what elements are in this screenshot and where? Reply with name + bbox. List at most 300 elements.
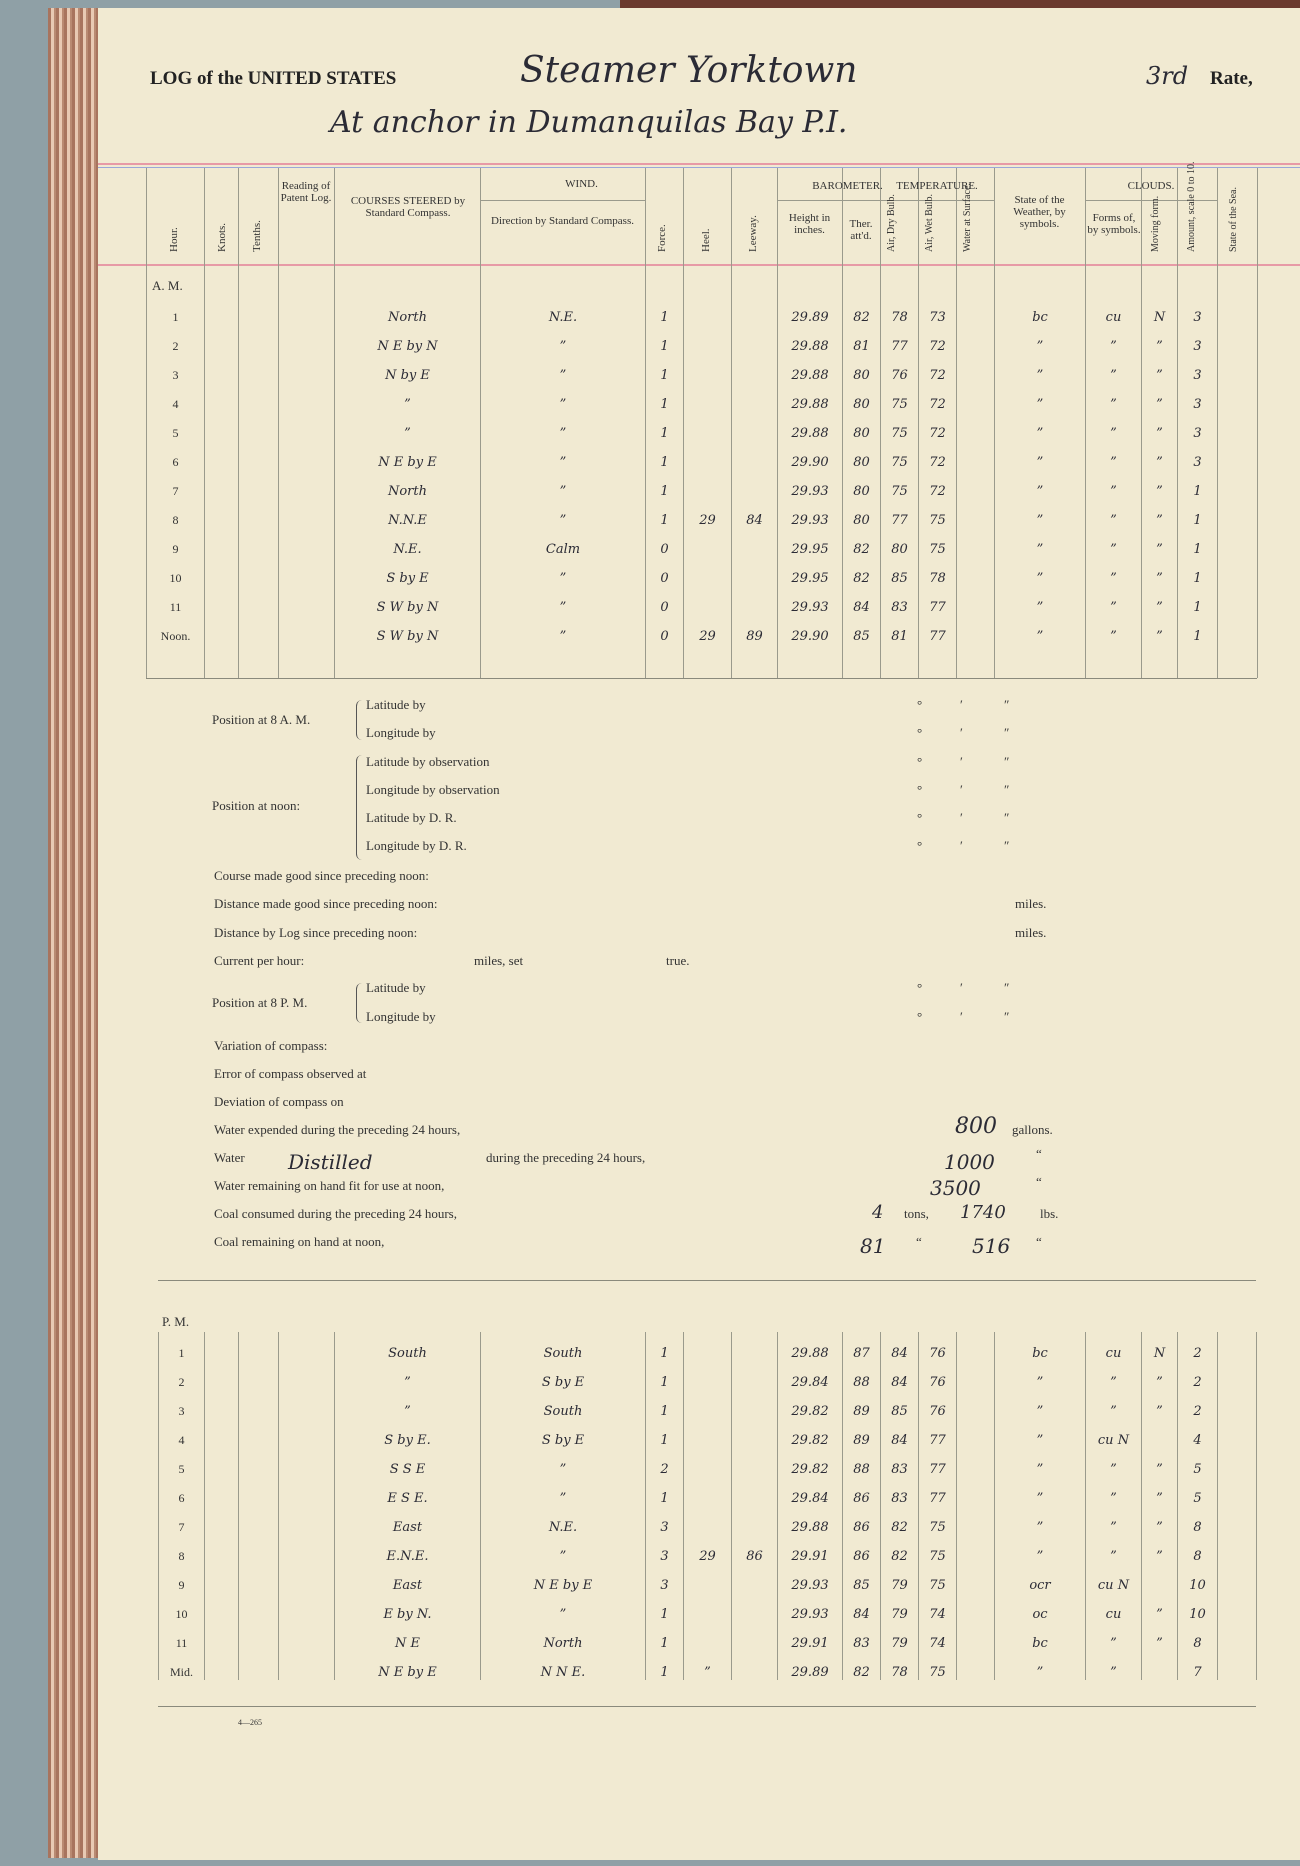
cell-forms: cu [1086,1332,1142,1361]
cell-ther: 80 [843,354,881,383]
cell-moving: ” [1142,354,1178,383]
cell-wind: ” [481,383,646,412]
cell-force: 1 [646,1332,684,1361]
cell-course: ” [335,1390,481,1419]
cell-amount: 3 [1178,296,1218,325]
empty-cell [957,1506,995,1535]
cell-amount: 5 [1178,1477,1218,1506]
empty-cell [279,1448,335,1477]
cell-heel [684,1361,732,1390]
cell-course: N by E [335,354,481,383]
empty-cell [279,325,335,354]
cell-hour: 7 [159,1506,205,1535]
cell-hour: 2 [147,325,205,354]
empty-cell [205,1622,239,1651]
cell-leeway [732,470,778,499]
empty-cell [279,1593,335,1622]
cell-ther: 89 [843,1419,881,1448]
cell-amount: 1 [1178,499,1218,528]
cell-hour: 8 [159,1535,205,1564]
cell-baro: 29.88 [778,325,843,354]
table-row [159,1593,1257,1622]
cell-weather: ” [995,586,1086,615]
cell-moving: ” [1142,1535,1178,1564]
empty-cell [1218,499,1258,528]
cell-ther: 80 [843,383,881,412]
empty-cell [279,586,335,615]
cell-wet: 78 [919,557,957,586]
cell-forms: ” [1086,615,1142,644]
cell-hour: 4 [159,1419,205,1448]
empty-cell [279,383,335,412]
pm-bottom-rule [158,1706,1256,1707]
cell-wet: 76 [919,1390,957,1419]
cell-heel [684,528,732,557]
empty-cell [239,1361,279,1390]
cell-moving: ” [1142,470,1178,499]
cell-heel: 29 [684,1535,732,1564]
cell-course: E by N. [335,1593,481,1622]
cell-leeway: 86 [732,1535,778,1564]
cell-force: 3 [646,1535,684,1564]
cell-baro: 29.88 [778,383,843,412]
cell-course: N E by E [335,441,481,470]
cell-moving: ” [1142,1390,1178,1419]
cell-moving [1142,1564,1178,1593]
cell-amount: 3 [1178,325,1218,354]
cell-ther: 84 [843,1593,881,1622]
cell-leeway [732,1332,778,1361]
cell-wind: S by E [481,1419,646,1448]
empty-cell [279,615,335,644]
empty-cell [279,354,335,383]
cell-weather: ” [995,1361,1086,1390]
empty-cell [1218,354,1258,383]
cell-moving: N [1142,1332,1178,1361]
cell-heel [684,1622,732,1651]
cell-dry: 75 [881,441,919,470]
cell-heel [684,470,732,499]
cell-forms: ” [1086,1361,1142,1390]
empty-cell [239,1593,279,1622]
cell-wet: 76 [919,1361,957,1390]
cell-amount: 10 [1178,1564,1218,1593]
cell-wet: 75 [919,1535,957,1564]
cell-force: 1 [646,1390,684,1419]
table-row [147,586,1258,615]
empty-cell [957,1622,995,1651]
cell-weather: ” [995,1448,1086,1477]
cell-forms: ” [1086,1448,1142,1477]
empty-cell [279,1477,335,1506]
cell-moving [1142,1651,1178,1680]
empty-cell [1218,1390,1257,1419]
empty-cell [1218,1419,1257,1448]
cell-leeway [732,1622,778,1651]
cell-course: North [335,470,481,499]
cell-hour: 1 [159,1332,205,1361]
cell-wet: 77 [919,1448,957,1477]
cell-dry: 84 [881,1361,919,1390]
cell-wind: ” [481,1535,646,1564]
empty-cell [279,441,335,470]
cell-heel [684,296,732,325]
cell-course: E.N.E. [335,1535,481,1564]
empty-cell [239,586,279,615]
cell-forms: ” [1086,1506,1142,1535]
table-row [159,1419,1257,1448]
am-log-table [146,296,1258,644]
cell-ther: 80 [843,441,881,470]
cell-baro: 29.82 [778,1390,843,1419]
cell-hour: 11 [159,1622,205,1651]
location: At anchor in Dumanquilas Bay P.I. [330,105,848,140]
empty-cell [239,354,279,383]
cell-dry: 82 [881,1535,919,1564]
cell-wind: ” [481,412,646,441]
cell-weather: ” [995,1506,1086,1535]
cell-weather: ” [995,383,1086,412]
cell-course: N.N.E [335,499,481,528]
cell-baro: 29.89 [778,1651,843,1680]
cell-course: S by E [335,557,481,586]
cell-wet: 73 [919,296,957,325]
empty-cell [239,325,279,354]
cell-moving: ” [1142,383,1178,412]
cell-hour: 5 [159,1448,205,1477]
cell-amount: 3 [1178,412,1218,441]
table-row [147,557,1258,586]
cell-force: 1 [646,499,684,528]
empty-cell [205,528,239,557]
cell-wet: 72 [919,441,957,470]
cell-moving: ” [1142,499,1178,528]
cell-heel [684,1390,732,1419]
cell-moving: ” [1142,1593,1178,1622]
cell-ther: 82 [843,296,881,325]
empty-cell [957,1651,995,1680]
cell-weather: ” [995,615,1086,644]
cell-leeway [732,1651,778,1680]
empty-cell [957,354,995,383]
cell-weather: ” [995,412,1086,441]
cell-leeway [732,412,778,441]
cell-baro: 29.84 [778,1477,843,1506]
empty-cell [239,1564,279,1593]
cell-moving: ” [1142,1477,1178,1506]
empty-cell [1218,412,1258,441]
cell-weather: bc [995,1332,1086,1361]
empty-cell [279,1506,335,1535]
cell-force: 1 [646,1651,684,1680]
cell-dry: 79 [881,1564,919,1593]
cell-ther: 85 [843,615,881,644]
cell-ther: 80 [843,470,881,499]
pm-label: P. M. [162,1314,190,1329]
cell-wet: 77 [919,615,957,644]
cell-wet: 77 [919,586,957,615]
cell-moving: ” [1142,1361,1178,1390]
cell-wind: ” [481,1448,646,1477]
cell-wind: ” [481,441,646,470]
empty-cell [279,528,335,557]
empty-cell [957,1361,995,1390]
empty-cell [279,1564,335,1593]
cell-wind: ” [481,499,646,528]
cell-leeway [732,1419,778,1448]
cell-dry: 80 [881,528,919,557]
cell-wet: 75 [919,1506,957,1535]
cell-wind: N.E. [481,296,646,325]
cell-weather: bc [995,296,1086,325]
cell-baro: 29.84 [778,1361,843,1390]
cell-course: S W by N [335,586,481,615]
empty-cell [957,499,995,528]
cell-baro: 29.88 [778,1332,843,1361]
empty-cell [239,441,279,470]
cell-leeway [732,528,778,557]
cell-wind: South [481,1390,646,1419]
empty-cell [957,1564,995,1593]
cell-course: East [335,1506,481,1535]
cell-hour: 1 [147,296,205,325]
cell-dry: 75 [881,412,919,441]
empty-cell [279,1332,335,1361]
empty-cell [1218,1448,1257,1477]
cell-hour: 7 [147,470,205,499]
cell-leeway [732,1361,778,1390]
empty-cell [957,441,995,470]
red-rule-top [98,163,1300,165]
empty-cell [205,1419,239,1448]
cell-weather: bc [995,1622,1086,1651]
cell-heel [684,441,732,470]
empty-cell [1218,296,1258,325]
cell-forms: ” [1086,441,1142,470]
cell-forms: ” [1086,528,1142,557]
cell-baro: 29.90 [778,441,843,470]
cell-force: 3 [646,1564,684,1593]
cell-wind: ” [481,470,646,499]
cell-ther: 80 [843,499,881,528]
cell-amount: 2 [1178,1332,1218,1361]
cell-course: S W by N [335,615,481,644]
cell-weather: ” [995,1535,1086,1564]
cell-ther: 86 [843,1477,881,1506]
cell-leeway [732,296,778,325]
empty-cell [205,1332,239,1361]
cell-ther: 81 [843,325,881,354]
empty-cell [1218,1535,1257,1564]
cell-heel [684,557,732,586]
empty-cell [205,441,239,470]
empty-cell [1218,1593,1257,1622]
cell-heel [684,412,732,441]
cell-wet: 74 [919,1593,957,1622]
cell-force: 1 [646,470,684,499]
cell-course: N E by E [335,1651,481,1680]
cell-force: 1 [646,1361,684,1390]
table-row [147,383,1258,412]
cell-amount: 1 [1178,557,1218,586]
empty-cell [279,1390,335,1419]
cell-leeway [732,1477,778,1506]
rate-printed: Rate, [1210,68,1253,89]
cell-course: ” [335,383,481,412]
empty-cell [205,1593,239,1622]
printed-title: LOG of the UNITED STATES [150,68,397,89]
cell-wind: North [481,1622,646,1651]
cell-dry: 83 [881,1477,919,1506]
page-edges [48,8,100,1858]
cell-weather: ” [995,1419,1086,1448]
cell-course: East [335,1564,481,1593]
cell-dry: 78 [881,296,919,325]
cell-wind: N.E. [481,1506,646,1535]
cell-dry: 77 [881,325,919,354]
empty-cell [1218,1477,1257,1506]
cell-forms: ” [1086,1477,1142,1506]
pm-top-rule [158,1280,1256,1281]
cell-wind: N N E. [481,1651,646,1680]
cell-baro: 29.89 [778,296,843,325]
cell-heel [684,1448,732,1477]
cell-forms: ” [1086,354,1142,383]
cell-course: N.E. [335,528,481,557]
empty-cell [205,1477,239,1506]
cell-forms: ” [1086,470,1142,499]
empty-cell [957,296,995,325]
cell-heel [684,1419,732,1448]
cell-moving [1142,1419,1178,1448]
cell-hour: 2 [159,1361,205,1390]
empty-cell [205,296,239,325]
empty-cell [1218,557,1258,586]
cell-weather: oc [995,1593,1086,1622]
cell-dry: 83 [881,1448,919,1477]
cell-moving: ” [1142,1622,1178,1651]
cell-dry: 79 [881,1593,919,1622]
cell-wet: 74 [919,1622,957,1651]
cell-force: 1 [646,1622,684,1651]
cell-wet: 72 [919,354,957,383]
cell-weather: ” [995,1651,1086,1680]
cell-baro: 29.88 [778,1506,843,1535]
table-row [147,499,1258,528]
empty-cell [279,1651,335,1680]
cell-forms: cu N [1086,1564,1142,1593]
cell-ther: 89 [843,1390,881,1419]
empty-cell [279,1535,335,1564]
cell-force: 1 [646,1593,684,1622]
table-row [147,412,1258,441]
cell-course: ” [335,412,481,441]
vessel-name: Steamer Yorktown [520,50,858,91]
cell-forms: cu N [1086,1419,1142,1448]
cell-wind: ” [481,354,646,383]
table-row [147,470,1258,499]
cell-heel [684,1477,732,1506]
cell-amount: 3 [1178,354,1218,383]
empty-cell [957,557,995,586]
cell-force: 0 [646,528,684,557]
empty-cell [1218,1651,1257,1680]
cell-heel: 29 [684,499,732,528]
cell-baro: 29.93 [778,499,843,528]
cell-hour: 3 [159,1390,205,1419]
cell-ther: 80 [843,412,881,441]
empty-cell [239,499,279,528]
empty-cell [205,499,239,528]
cell-heel [684,1564,732,1593]
empty-cell [205,1361,239,1390]
table-row [159,1390,1257,1419]
table-row [159,1622,1257,1651]
cell-leeway [732,1593,778,1622]
table-row [147,615,1258,644]
cell-ther: 86 [843,1506,881,1535]
cell-leeway [732,1564,778,1593]
cell-weather: ” [995,528,1086,557]
empty-cell [957,325,995,354]
cell-ther: 82 [843,1651,881,1680]
cell-course: ” [335,1361,481,1390]
table-row [159,1448,1257,1477]
cell-wind: N E by E [481,1564,646,1593]
cell-amount: 1 [1178,615,1218,644]
cell-heel [684,586,732,615]
cell-ther: 82 [843,528,881,557]
empty-cell [205,383,239,412]
rate-handwritten: 3rd [1146,62,1189,90]
table-row [147,325,1258,354]
cell-amount: 8 [1178,1506,1218,1535]
cell-forms: ” [1086,1622,1142,1651]
cell-amount: 1 [1178,586,1218,615]
empty-cell [239,1651,279,1680]
cell-dry: 76 [881,354,919,383]
empty-cell [205,1564,239,1593]
empty-cell [957,1332,995,1361]
table-row [159,1477,1257,1506]
empty-cell [205,586,239,615]
cell-forms: ” [1086,586,1142,615]
empty-cell [239,412,279,441]
cell-heel [684,1593,732,1622]
cell-force: 1 [646,441,684,470]
cell-course: S by E. [335,1419,481,1448]
table-row [159,1651,1257,1680]
empty-cell [1218,441,1258,470]
empty-cell [205,412,239,441]
empty-cell [205,354,239,383]
cell-wind: ” [481,557,646,586]
cell-course: South [335,1332,481,1361]
cell-baro: 29.91 [778,1622,843,1651]
empty-cell [239,296,279,325]
cell-ther: 86 [843,1535,881,1564]
cell-baro: 29.93 [778,1564,843,1593]
cell-weather: ” [995,1390,1086,1419]
cell-leeway [732,557,778,586]
pm-log-table [158,1332,1257,1680]
cell-course: North [335,296,481,325]
empty-cell [205,325,239,354]
cell-weather: ” [995,354,1086,383]
cell-dry: 81 [881,615,919,644]
table-row [159,1564,1257,1593]
table-row [159,1332,1257,1361]
